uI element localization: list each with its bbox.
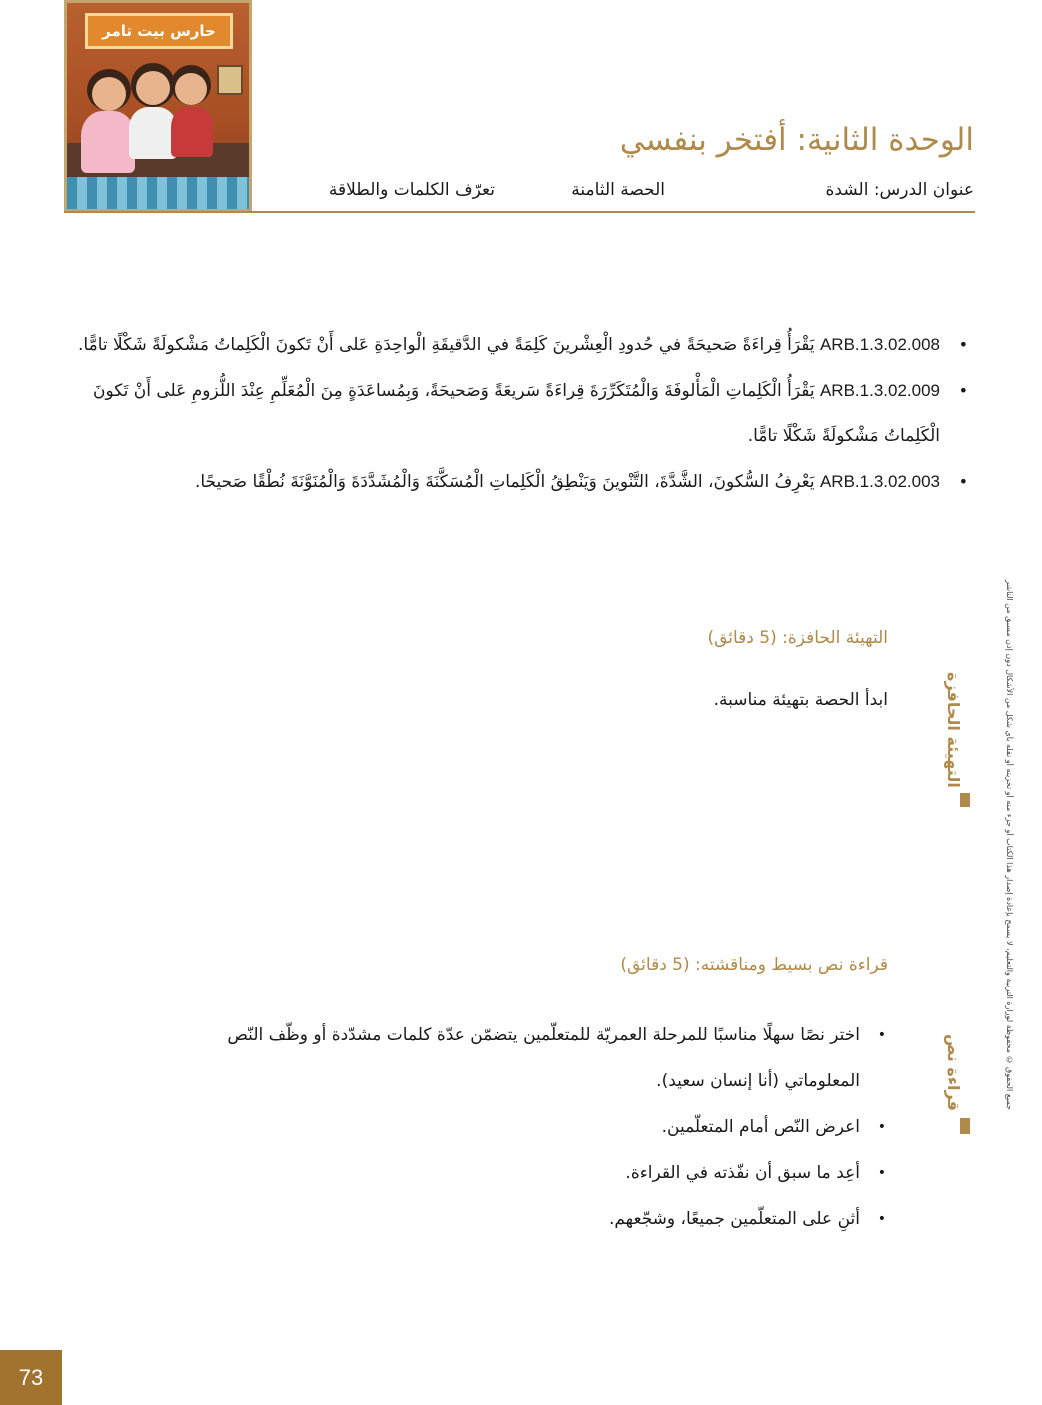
lesson-title: عنوان الدرس: الشدة xyxy=(825,180,974,200)
bullet-icon: • xyxy=(958,381,968,400)
outcome-code: ARB.1.3.02.009 xyxy=(819,381,940,400)
list-item-text: أثنِ على المتعلّمين جميعًا، وشجّعهم. xyxy=(608,1209,860,1229)
bullet-icon: • xyxy=(958,472,968,491)
section-tab-marker xyxy=(960,793,970,807)
bullet-icon: • xyxy=(877,1119,886,1135)
section-tab-warmup: التهيئة الحافزة xyxy=(944,672,963,788)
reading-heading: قراءة نص بسيط ومناقشته: (5 دقائق) xyxy=(620,955,888,975)
unit-title: الوحدة الثانية: أفتخر بنفسي xyxy=(619,122,974,158)
bullet-icon: • xyxy=(877,1027,886,1043)
cover-doll-body-1 xyxy=(81,111,135,173)
warmup-text: ابدأ الحصة بتهيئة مناسبة. xyxy=(713,690,888,710)
reading-steps-list xyxy=(158,1012,888,1242)
session-label: الحصة الثامنة xyxy=(571,180,665,200)
section-tab-marker xyxy=(960,1118,970,1134)
cover-doll-head-2 xyxy=(136,71,170,105)
warmup-heading: التهيئة الحافزة: (5 دقائق) xyxy=(707,628,888,648)
learning-outcomes xyxy=(64,322,974,505)
topic-label: تعرّف الكلمات والطلاقة xyxy=(328,180,495,200)
list-item xyxy=(158,1012,888,1104)
section-tab-reading: قراءة نص xyxy=(944,1034,963,1111)
outcome-text: يَعْرِفُ السُّكونَ، الشَّدَّةَ، التَّنْوينَ وَيَنْطِقُ الْكَلِماتِ الْمُسَكَّنَةَ وَالْمُشَدَّدَةَ وَالْمُنَوَّنَةَ نُطْقًا صَحيحًا. xyxy=(194,472,815,492)
header-divider xyxy=(64,211,975,213)
list-item xyxy=(158,1196,888,1242)
outcome-code: ARB.1.3.02.008 xyxy=(819,335,940,354)
cover-doll-head-3 xyxy=(175,73,207,105)
list-item-text: اعرض النّص أمام المتعلّمين. xyxy=(661,1117,860,1137)
cover-rug xyxy=(67,177,252,212)
bullet-icon: • xyxy=(958,335,968,354)
book-cover-image xyxy=(64,0,252,212)
cover-doll-head-1 xyxy=(92,77,126,111)
list-item-text: أعِد ما سبق أن نفّذته في القراءة. xyxy=(625,1163,860,1183)
bullet-icon: • xyxy=(877,1165,886,1181)
list-item xyxy=(158,1150,888,1196)
outcome-code: ARB.1.3.02.003 xyxy=(819,472,940,491)
cover-wall-frame xyxy=(217,65,243,95)
cover-doll-body-3 xyxy=(171,107,213,157)
copyright-notice: جميع الحقوق © محفوظة لوزارة التربية والتعليم، لا يسمح بإعادة إصدار هذا الكتاب أو جزء منه أو تخزينه أو نقله بأي شكل من الأشكال دون إذن مسبق من الناشر xyxy=(1005,579,1014,1110)
cover-doll-body-2 xyxy=(129,107,177,159)
outcome-item xyxy=(64,459,974,505)
list-item-text: اختر نصًا سهلًا مناسبًا للمرحلة العمريّة للمتعلّمين يتضمّن عدّة كلمات مشدّدة أو وظّف النّص المعلوماتي (أنا إنسان سعيد). xyxy=(227,1025,860,1091)
list-item xyxy=(158,1104,888,1150)
page-number: 73 xyxy=(0,1350,62,1405)
outcome-item xyxy=(64,368,974,459)
outcome-item xyxy=(64,322,974,368)
outcome-text: يَقْرَأُ الْكَلِماتِ الْمَأْلوفَةَ وَالْمُتَكَرِّرَةَ قِراءَةً سَريعَةً وَصَحيحَةً، وَبِمُساعَدَةٍ مِنَ الْمُعَلِّمِ عِنْدَ اللُّزومِ عَلى أَنْ تَكونَ الْكَلِماتُ مَشْكولَةً شَكْلًا تامًّا. xyxy=(92,381,940,446)
bullet-icon: • xyxy=(877,1211,886,1227)
outcome-text: يَقْرَأُ قِراءَةً صَحيحَةً في حُدودِ الْعِشْرينَ كَلِمَةً في الدَّقيقَةِ الْواحِدَةِ عَلى أَنْ تَكونَ الْكَلِماتُ مَشْكولَةً شَكْلًا تامًّا. xyxy=(78,335,815,355)
cover-title: حارس بيت تامر xyxy=(85,13,233,49)
